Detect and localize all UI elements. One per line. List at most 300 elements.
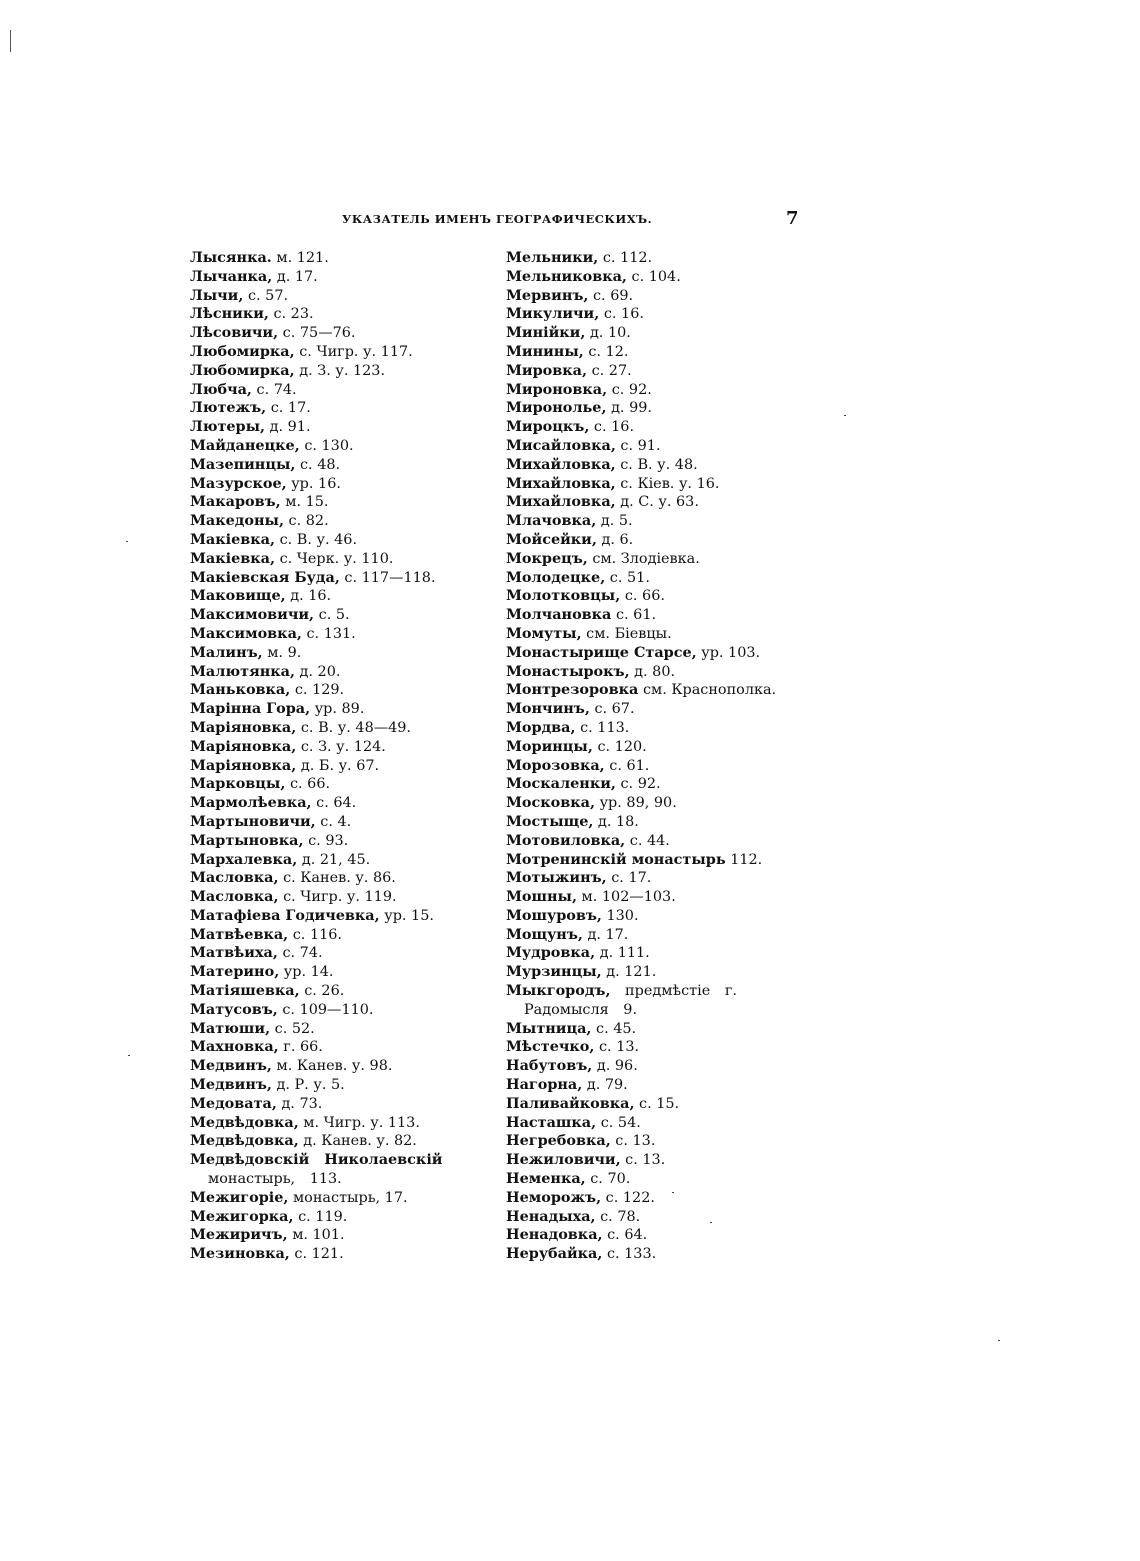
entry-text [190,588,331,604]
entry-text [190,927,342,943]
index-entry [190,1076,490,1095]
place-name: Маріяновка, [190,718,297,736]
place-reference: м. Чигр. у. 113. [303,1114,420,1131]
place-name: Неморожъ, [506,1188,602,1206]
place-name: Любча, [190,380,252,398]
place-reference: д. З. у. 123. [299,362,386,379]
place-reference: с. 17. [270,400,311,417]
index-entry [190,287,490,306]
scan-speck [710,1222,712,1223]
place-name: Момуты, [506,624,582,642]
index-entry [190,1038,490,1057]
index-entry [506,1038,796,1057]
entry-text [506,419,634,435]
index-entry [190,738,490,757]
index-entry [190,1151,490,1189]
place-name: Лѣсники, [190,305,269,323]
entry-text [506,325,631,341]
place-reference: с. Черк. у. 110. [279,550,394,567]
place-reference: с. Кіев. у. 16. [620,475,720,492]
entry-text [506,607,656,623]
entry-text [190,457,340,473]
place-reference: с. 26. [304,983,345,1000]
index-column-right [506,249,796,1264]
place-reference: с. 51. [609,569,650,586]
index-entry [506,437,796,456]
index-entry [506,738,796,757]
place-name: Моринцы, [506,737,593,755]
entry-text [190,833,348,849]
place-name: Маріяновка, [190,737,297,755]
place-name: Москаленки, [506,775,616,793]
place-name: Мироновка, [506,380,608,398]
index-entry [190,587,490,606]
place-name: Мѣстечко, [506,1038,595,1056]
index-entry [190,625,490,644]
index-entry [506,1114,796,1133]
place-reference: с. 44. [629,832,670,849]
index-entry [190,1057,490,1076]
place-reference: монастырь, 17. [292,1189,408,1206]
place-name: Марковцы, [190,775,286,793]
place-reference: с. 75—76. [282,325,356,342]
place-reference: с. 45. [596,1020,637,1037]
place-name: Макіевка, [190,530,275,548]
place-name: Малютянка, [190,662,295,680]
entry-text [506,720,629,736]
entry-text [190,419,311,435]
entry-text [506,1021,636,1037]
entry-text [190,682,344,698]
place-reference: д. 111. [599,945,650,962]
index-entry [506,663,796,682]
place-name: Масловка, [190,869,279,887]
place-name: Молодецке, [506,568,606,586]
place-name: Молчановка [506,606,612,624]
place-name: Минійки, [506,324,586,342]
entry-text [190,1227,345,1243]
entry-text [190,852,370,868]
index-entry [190,343,490,362]
place-reference: с. 16. [593,419,635,436]
place-name: Паливайковка, [506,1094,635,1112]
entry-text [506,758,649,774]
index-entry [190,888,490,907]
place-reference: д. 17. [587,926,629,943]
index-entry [190,1189,490,1208]
entry-text [506,814,639,830]
place-name: Мезиновка, [190,1245,290,1263]
entry-text [506,1058,638,1074]
place-name: Нагорна, [506,1076,583,1094]
place-name: Мотренинскій монастырь [506,850,726,868]
entry-text [190,645,301,661]
entry-text [190,1133,417,1149]
place-reference: д. 121. [606,964,657,981]
place-reference: д. 17. [276,268,318,285]
index-entry [506,832,796,851]
place-name: Михайловка, [506,493,616,511]
place-name: Лысянка. [190,249,272,266]
place-name: Михайловка, [506,474,616,492]
place-name: Мошны, [506,888,577,906]
place-reference: ур. 89, 90. [599,795,677,812]
place-name: Матвѣевка, [190,925,289,943]
place-name: Матвѣиха, [190,944,278,962]
entry-text [506,645,760,661]
place-name: Ненадовка, [506,1226,603,1244]
place-name: Майданецке, [190,436,300,454]
index-entry [190,268,490,287]
entry-text [506,400,652,416]
entry-text [506,457,698,473]
entry-text [190,288,288,304]
place-reference: с. 116. [292,926,342,943]
place-reference: с. В. у. 48—49. [300,719,411,736]
place-reference: с. 69. [592,287,634,304]
place-name: Лютежъ, [190,399,267,417]
place-reference: предмѣстіе г. Радомысля 9. [524,983,737,1018]
index-entry [506,1245,796,1264]
place-name: Мельники, [506,249,599,266]
entry-text [506,795,677,811]
place-name: Макіевка, [190,549,275,567]
place-reference: м. Канев. у. 98. [276,1058,393,1075]
index-entry [506,625,796,644]
place-reference: с. 74. [256,381,297,398]
entry-text [506,494,699,510]
entry-text [506,927,628,943]
place-reference: с. 23. [273,306,314,323]
place-reference: ур. 16. [291,475,341,492]
entry-text [506,1039,639,1055]
place-reference: д. 16. [290,588,332,605]
index-entry [506,1189,796,1208]
place-reference: с. 92. [620,776,661,793]
entry-text [506,833,670,849]
entry-text [190,570,436,586]
place-reference: с. 109—110. [282,1001,374,1018]
entry-text [506,852,762,868]
index-entry [190,550,490,569]
index-entry [506,475,796,494]
place-reference: с. Чигр. у. 117. [299,343,413,360]
index-entry [190,493,490,512]
entry-text [190,1115,420,1131]
index-entry [190,775,490,794]
scan-speck [844,415,846,416]
place-name: Мазурское, [190,474,287,492]
place-reference: с. 52. [274,1020,315,1037]
index-entry [190,437,490,456]
index-entry [190,569,490,588]
place-name: Мыкгородъ, [506,982,611,1000]
place-name: Лютеры, [190,418,266,436]
entry-text [190,344,413,360]
index-entry [190,456,490,475]
entry-text [506,776,661,792]
place-reference: с. 66. [289,776,331,793]
entry-text [190,1152,442,1187]
entry-text [506,739,647,755]
place-name: Межигоріе, [190,1188,289,1206]
entry-text [190,908,434,924]
place-reference: с. 15. [639,1095,680,1112]
place-reference: с. 61. [609,757,650,774]
place-name: Малинъ, [190,643,263,661]
entry-text [506,288,633,304]
place-reference: м. 15. [285,494,329,511]
entry-text [506,1209,640,1225]
place-name: Монастырокъ, [506,662,630,680]
entry-text [506,889,676,905]
place-reference: с. 113. [580,719,630,736]
index-entry [190,475,490,494]
entry-text [506,1227,647,1243]
index-entry [190,305,490,324]
place-reference: м. 9. [267,644,302,661]
place-name: Медовата, [190,1094,277,1112]
place-reference: с. 13. [615,1133,656,1150]
place-reference: с. 78. [600,1208,641,1225]
place-name: Межигорка, [190,1207,294,1225]
index-entry [506,418,796,437]
place-reference: с. 117—118. [344,569,436,586]
entry-text [190,1058,392,1074]
place-name: Материно, [190,963,280,981]
index-entry [506,644,796,663]
index-entry [506,1057,796,1076]
place-name: Мощунъ, [506,925,583,943]
entry-text [506,588,665,604]
entry-text [506,1246,656,1262]
place-reference: с. 92. [611,381,652,398]
index-entry [506,869,796,888]
entry-text [506,664,675,680]
entry-text [190,720,411,736]
place-name: Матусовъ, [190,1000,278,1018]
index-column-left [190,249,490,1264]
index-entry [190,663,490,682]
index-entry [506,757,796,776]
index-entry [190,832,490,851]
entry-text [190,532,357,548]
entry-text [506,532,633,548]
entry-text [190,325,355,341]
place-reference: с. 5. [318,607,350,624]
entry-text [190,607,350,623]
index-entry [190,1132,490,1151]
index-entry [190,794,490,813]
entry-text [190,889,397,905]
index-entry [506,550,796,569]
entry-text [506,682,776,698]
place-name: Мордва, [506,718,576,736]
running-title: УКАЗАТЕЛЬ ИМЕНЪ ГЕОГРАФИЧЕСКИХЪ. [342,212,653,226]
index-entry [190,531,490,550]
index-entry [506,794,796,813]
index-entry [190,606,490,625]
place-reference: с. 131. [306,625,356,642]
place-reference: д. Канев. у. 82. [303,1133,417,1150]
place-reference: см. Злодіевка. [592,550,700,567]
entry-text [190,382,297,398]
place-reference: д. 79. [586,1077,628,1094]
index-entry [506,888,796,907]
place-name: Негребовка, [506,1132,611,1150]
place-name: Мотовиловка, [506,831,626,849]
place-name: Мисайловка, [506,436,616,454]
entry-text [506,964,656,980]
entry-text [506,1190,655,1206]
index-entry [190,1114,490,1133]
place-name: Маковище, [190,587,286,605]
place-reference: см. Краснополка. [642,682,777,699]
place-name: Махновка, [190,1038,279,1056]
entry-text [190,494,329,510]
place-name: Монтрезоровка [506,681,639,699]
place-reference: с. 27. [591,362,632,379]
index-entry [506,362,796,381]
index-entry [190,700,490,719]
place-reference: 112. [730,851,763,868]
place-name: Лычи, [190,286,244,304]
entry-text [506,363,632,379]
place-name: Мотыжинъ, [506,869,607,887]
place-reference: с. 64. [316,795,357,812]
index-entry [190,963,490,982]
entry-text [190,476,341,492]
place-reference: с. 61. [615,607,657,624]
place-name: Микуличи, [506,305,600,323]
place-name: Мостыще, [506,812,594,830]
entry-text [190,964,334,980]
place-reference: г. 66. [283,1039,323,1056]
index-entry [506,926,796,945]
index-entry [190,757,490,776]
index-entry [506,569,796,588]
scan-speck [128,1055,130,1056]
index-entry [506,1076,796,1095]
entry-text [190,363,385,379]
place-name: Ненадыха, [506,1207,596,1225]
entry-text [190,626,356,642]
place-name: Неменка, [506,1170,586,1188]
place-name: Мудровка, [506,944,596,962]
place-reference: с. 91. [620,437,661,454]
index-entry [506,1151,796,1170]
index-entry [506,587,796,606]
entry-text [506,1152,665,1168]
place-reference: д. 99. [611,400,652,417]
index-entry [506,1020,796,1039]
index-entry [190,381,490,400]
place-name: Межиричъ, [190,1226,288,1244]
index-entry [190,681,490,700]
entry-text [506,870,651,886]
index-entry [506,982,796,1020]
index-entry [190,1245,490,1264]
entry-text [190,306,314,322]
place-name: Миронолье, [506,399,607,417]
place-reference: д. 6. [601,531,634,548]
index-entry [190,1020,490,1039]
place-name: Насташка, [506,1113,597,1131]
place-name: Мурзинцы, [506,963,602,981]
place-name: Лычанка, [190,267,273,285]
place-reference: с. 133. [606,1246,657,1263]
place-reference: с. Чигр. у. 119. [283,889,397,906]
place-name: Мытница, [506,1019,592,1037]
index-entry [506,512,796,531]
place-reference: с. 121. [294,1246,344,1263]
place-name: Медвинъ, [190,1076,272,1094]
place-name: Макіевская Буда, [190,568,340,586]
place-reference: ур. 103. [701,644,761,661]
place-reference: см. Біевцы. [586,625,672,642]
place-reference: с. 74. [282,945,323,962]
place-reference: д. Р. у. 5. [276,1077,345,1094]
entry-text [506,269,681,285]
place-name: Мончинъ, [506,700,590,718]
place-reference: с. 70. [590,1171,631,1188]
place-reference: с. 119. [298,1208,348,1225]
place-name: Мартыновичи, [190,812,316,830]
place-reference: д. 21, 45. [301,851,371,868]
index-entry [506,343,796,362]
place-reference: д. 10. [589,325,631,342]
place-name: Мойсейки, [506,530,597,548]
place-reference: д. 5. [600,513,633,530]
place-reference: с. В. у. 48. [620,456,698,473]
entry-text [506,1096,679,1112]
place-reference: с. 64. [607,1227,648,1244]
scan-speck [998,1340,1000,1341]
place-reference: ур. 14. [283,964,334,981]
place-reference: с. 57. [247,287,289,304]
place-name: Матіяшевка, [190,982,300,1000]
entry-text [506,1133,655,1149]
place-reference: ур. 89. [314,701,365,718]
entry-text [190,1002,373,1018]
place-reference: с. 66. [624,588,665,605]
entry-text [506,382,652,398]
place-reference: д. С. у. 63. [620,494,699,511]
place-name: Медвинъ, [190,1057,272,1075]
place-reference: с. 67. [594,701,635,718]
index-entry [506,700,796,719]
entry-text [190,1246,344,1262]
scan-speck [126,541,128,542]
place-name: Минины, [506,342,584,360]
place-reference: с. 120. [597,738,647,755]
entry-text [506,983,737,1018]
index-entry [506,719,796,738]
index-entry [506,1226,796,1245]
entry-text [190,551,393,567]
index-entry [190,418,490,437]
place-name: Марінна Гора, [190,700,311,718]
index-entry [506,531,796,550]
index-entry [190,512,490,531]
index-entry [190,644,490,663]
place-reference: с. 17. [611,870,652,887]
place-name: Монастырище Старсе, [506,643,697,661]
place-name: Мармолѣевка, [190,794,312,812]
entry-text [506,945,650,961]
place-reference: с. 93. [308,832,349,849]
place-reference: ур. 15. [384,907,434,924]
